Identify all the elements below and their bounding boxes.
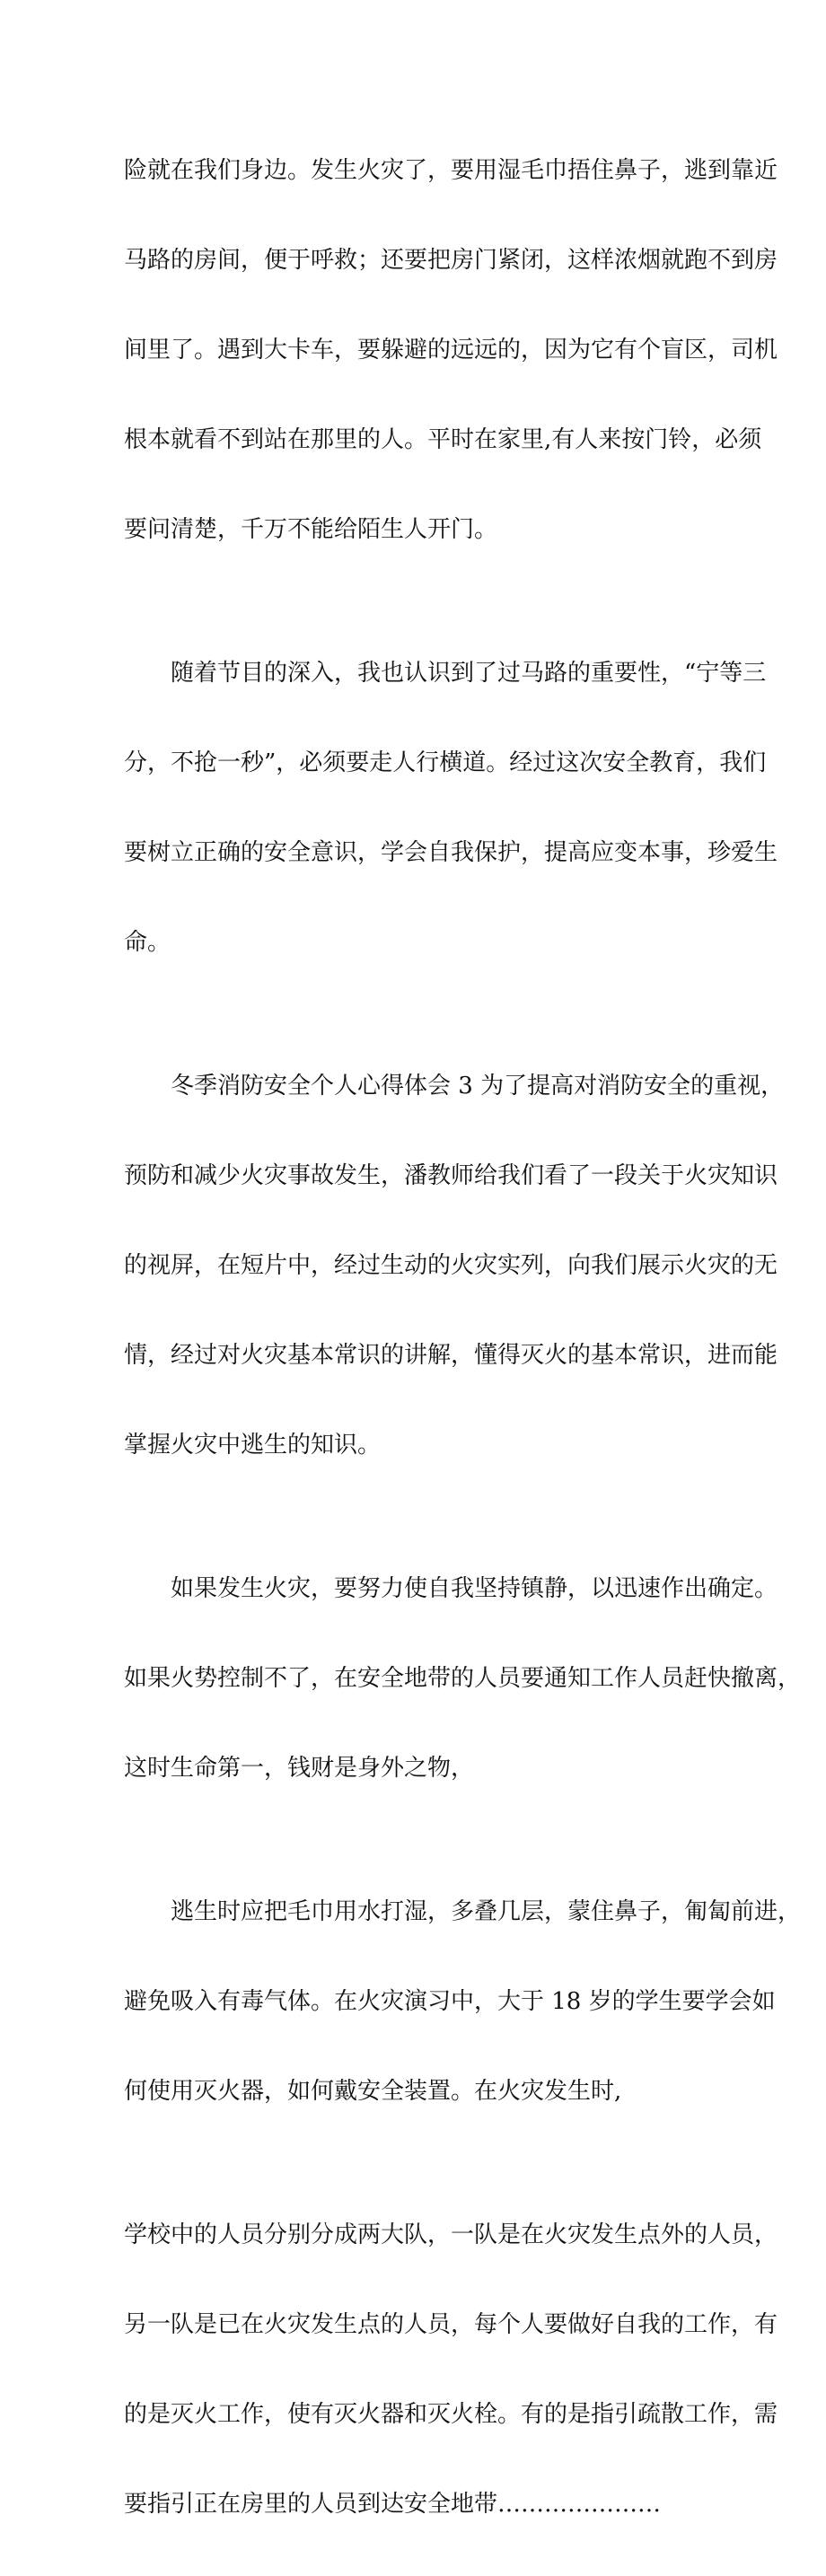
paragraph-5 — [124, 1840, 802, 2163]
text-line: 险就在我们身边。发生火灾了，要用湿毛巾捂住鼻子，逃到靠近 — [124, 157, 778, 184]
text-line: 根本就看不到站在那里的人。平时在家里,有人来按门铃，必须 — [124, 426, 762, 453]
text-line: 分，不抢一秒”，必须要走人行横道。经过这次安全教育，我们 — [124, 749, 767, 776]
paragraph-3 — [124, 1014, 785, 1517]
text-line: 马路的房间，便于呼救；还要把房门紧闭，这样浓烟就跑不到房 — [124, 247, 778, 274]
text-line: 命。 — [124, 929, 171, 956]
paragraph-1 — [124, 99, 778, 601]
text-line: 这时生命第一，钱财是身外之物， — [124, 1755, 475, 1782]
text-line: 要树立正确的安全意识，学会自我保护，提高应变本事，珍爱生 — [124, 839, 778, 866]
paragraph-2 — [124, 601, 778, 1014]
text-line: 如果发生火灾，要努力使自我坚持镇静，以迅速作出确定。 — [124, 1575, 778, 1602]
text-line: 要问清楚，千万不能给陌生人开门。 — [124, 516, 498, 543]
text-line: 的视屏，在短片中，经过生动的火灾实列，向我们展示火灾的无 — [124, 1252, 778, 1279]
text-line: 逃生时应把毛巾用水打湿，多叠几层，蒙住鼻子，匍匐前进， — [124, 1898, 802, 1925]
text-line: 何使用灭火器，如何戴安全装置。在火灾发生时, — [124, 2078, 622, 2105]
text-line: 如果火势控制不了，在安全地带的人员要通知工作人员赶快撤离， — [124, 1665, 802, 1692]
text-line: 掌握火灾中逃生的知识。 — [124, 1432, 382, 1459]
text-line: 要指引正在房里的人员到达安全地带………………… — [124, 2491, 662, 2518]
text-line: 的是灭火工作，使有灭火器和灭火栓。有的是指引疏散工作，需 — [124, 2401, 778, 2428]
document-body — [124, 99, 802, 2576]
text-line: 另一队是已在火灾发生点的人员，每个人要做好自我的工作，有 — [124, 2311, 778, 2338]
text-line: 避免吸入有毒气体。在火灾演习中，大于 18 岁的学生要学会如 — [124, 1988, 776, 2015]
text-line: 间里了。遇到大卡车，要躲避的远远的，因为它有个盲区，司机 — [124, 337, 778, 364]
text-line: 情，经过对火灾基本常识的讲解，懂得灭火的基本常识，进而能 — [124, 1342, 778, 1369]
paragraph-4 — [124, 1517, 802, 1840]
text-line: 随着节目的深入，我也认识到了过马路的重要性，“宁等三 — [124, 660, 767, 687]
text-line: 预防和减少火灾事故发生，潘教师给我们看了一段关于火灾知识 — [124, 1162, 778, 1189]
text-line: 冬季消防安全个人心得体会 3 为了提高对消防安全的重视， — [124, 1073, 785, 1100]
paragraph-6 — [124, 2163, 778, 2576]
text-line: 学校中的人员分别分成两大队，一队是在火灾发生点外的人员， — [124, 2221, 778, 2248]
